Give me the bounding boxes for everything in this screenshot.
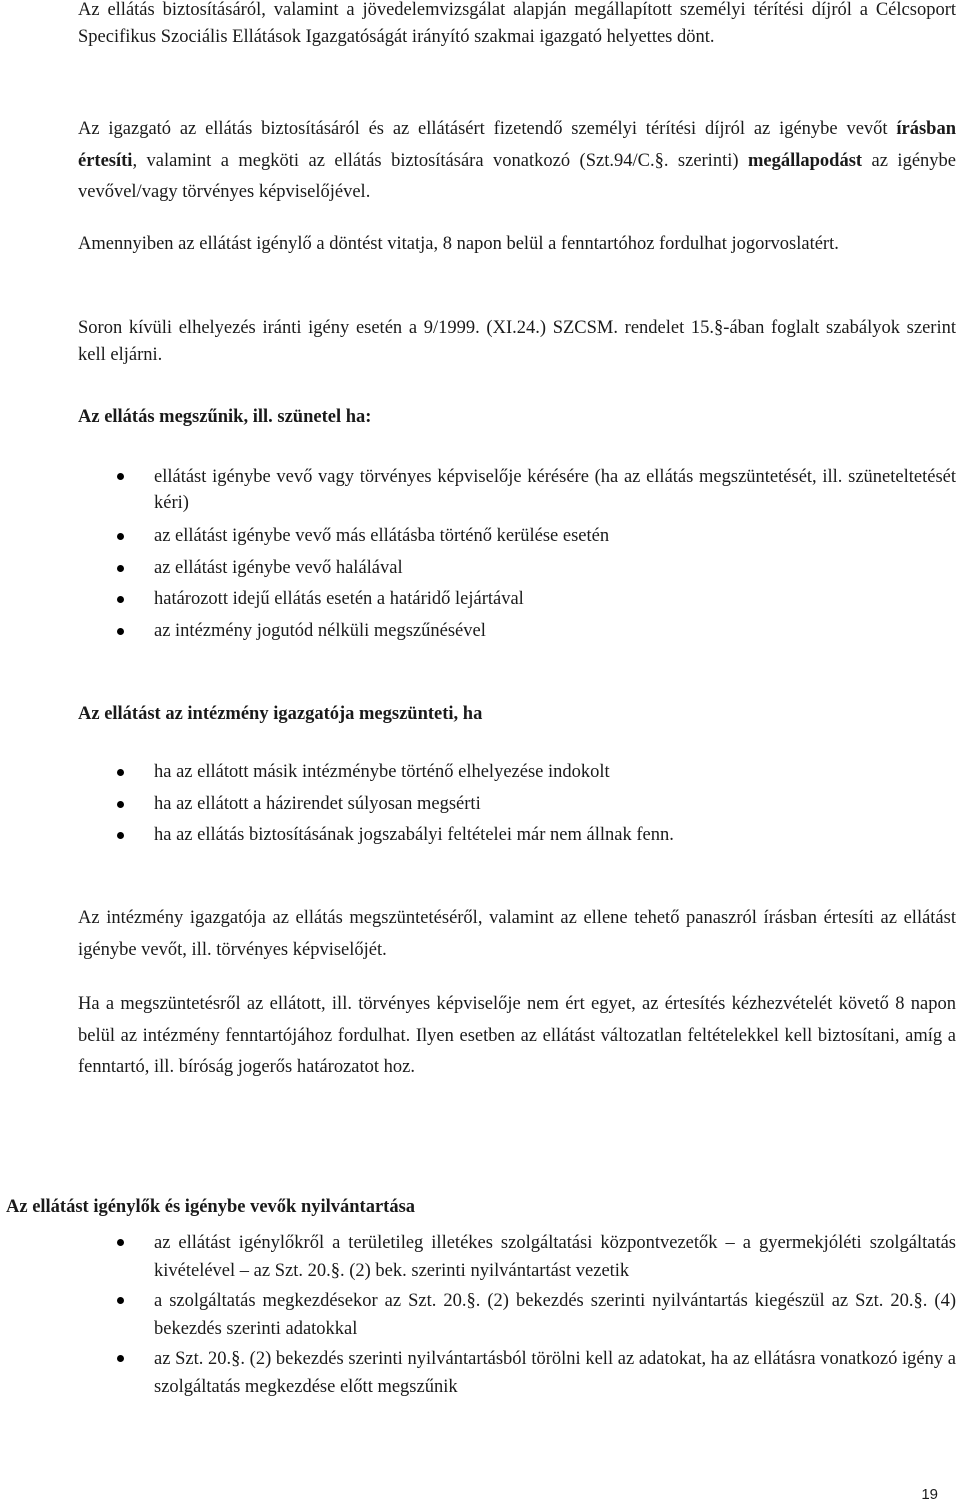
termination-list	[0, 464, 956, 647]
list-item-text: a szolgáltatás megkezdésekor az Szt. 20.§. (2) bekezdés szerinti nyilvántartás kiegészül az Szt. 20.§. (4) bekezdés szerinti adatokkal	[154, 1291, 956, 1339]
list-item	[0, 789, 956, 821]
list-item	[0, 521, 956, 553]
list-item-text: az ellátást igénybe vevő más ellátásba történő kerülése esetén	[154, 526, 610, 546]
list-item-text: az ellátást igénybe vevő halálával	[154, 557, 403, 578]
paragraph-director-notice: Az intézmény igazgatója az ellátás megszüntetéséről, valamint az ellene tehető panaszról írásban értesíti az ellátást igénybe vevőt, ill. törvényes képviselőjét.	[78, 908, 956, 960]
paragraph-appeal: Amennyiben az ellátást igénylő a döntést vitatja, 8 napon belül a fenntartóhoz fordulhat jogorvoslatért.	[78, 234, 839, 254]
bullet-icon	[117, 628, 124, 635]
bullet-icon	[117, 565, 124, 572]
bullet-icon	[117, 832, 124, 839]
registry-list	[0, 1229, 956, 1401]
bullet-icon	[117, 769, 124, 776]
text: Az igazgató az ellátás biztosításáról és az ellátásért fizetendő személyi térítési díjról az igénybe vevőt	[78, 119, 897, 139]
list-item	[0, 757, 956, 789]
text: , valamint a megköti az ellátás biztosítására vonatkozó (Szt.94/C.§. szerinti)	[132, 150, 748, 171]
list-item-text: határozott idejű ellátás esetén a határidő lejártával	[154, 589, 524, 609]
list-item	[0, 820, 956, 852]
bullet-icon	[117, 1297, 124, 1304]
bullet-icon	[117, 533, 124, 540]
text: az igénybe vevővel/vagy törvényes képviselőjével.	[78, 150, 956, 202]
director-list	[0, 757, 956, 852]
bullet-icon	[117, 596, 124, 603]
list-item-text: ha az ellátott másik intézménybe történő elhelyezése indokolt	[154, 762, 610, 782]
bullet-icon	[117, 801, 124, 808]
bullet-icon	[117, 1239, 124, 1246]
list-item	[0, 1229, 956, 1285]
bold-text: megállapodást	[747, 150, 863, 171]
list-item	[0, 616, 956, 648]
paragraph-objection: Ha a megszüntetésről az ellátott, ill. törvényes képviselője nem ért egyet, az értesítés kézhezvételét követő 8 napon belül az intézmény fenntartójához fordulhat. Ilyen esetben az ellátást változatlan feltételekkel kell biztosítani, amíg a fenntartó, ill. bíróság jogerős határozatot hoz.	[78, 994, 956, 1077]
page-number: 19	[921, 1486, 938, 1503]
paragraph-notification	[78, 114, 956, 209]
list-item-text: az ellátást igénylőkről a területileg illetékes szolgáltatási központvezetők – a gyermekjóléti szolgáltatás kivételével – az Szt. 20.§. (2) bek. szerinti nyilvántartást vezetik	[154, 1233, 956, 1281]
list-item-text: ellátást igénybe vevő vagy törvényes képviselője kérésére (ha az ellátás megszüntetését, ill. szüneteltetését kéri)	[154, 467, 956, 513]
list-item-text: az intézmény jogutód nélküli megszűnésével	[154, 620, 486, 641]
list-item	[0, 553, 956, 585]
bullet-icon	[117, 1355, 124, 1362]
list-item	[0, 1287, 956, 1343]
list-item	[0, 464, 956, 516]
bold-text: írásban értesíti	[78, 119, 956, 171]
list-item	[0, 584, 956, 616]
list-item-text: ha az ellátott a házirendet súlyosan megsérti	[154, 793, 481, 814]
list-item-text: az Szt. 20.§. (2) bekezdés szerinti nyilvántartásból törölni kell az adatokat, ha az ellátásra vonatkozó igény a szolgáltatás megkezdése előtt megszűnik	[154, 1349, 956, 1397]
paragraph-priority: Soron kívüli elhelyezés iránti igény esetén a 9/1999. (XI.24.) SZCSM. rendelet 15.§-ában foglalt szabályok szerint kell eljárni.	[78, 318, 956, 365]
heading-termination: Az ellátás megszűnik, ill. szünetel ha:	[78, 407, 372, 427]
list-item	[0, 1345, 956, 1401]
list-item-text: ha az ellátás biztosításának jogszabályi feltételei már nem állnak fenn.	[154, 825, 674, 845]
paragraph-decision: Az ellátás biztosításáról, valamint a jövedelemvizsgálat alapján megállapított személyi térítési díjról a Célcsoport Specifikus Szociális Ellátások Igazgatóságát irányító szakmai igazgató helyettes dönt.	[78, 0, 956, 47]
bullet-icon	[117, 473, 124, 480]
heading-director-termination: Az ellátást az intézmény igazgatója megszünteti, ha	[78, 704, 483, 724]
heading-registry: Az ellátást igénylők és igénybe vevők nyilvántartása	[6, 1197, 416, 1217]
